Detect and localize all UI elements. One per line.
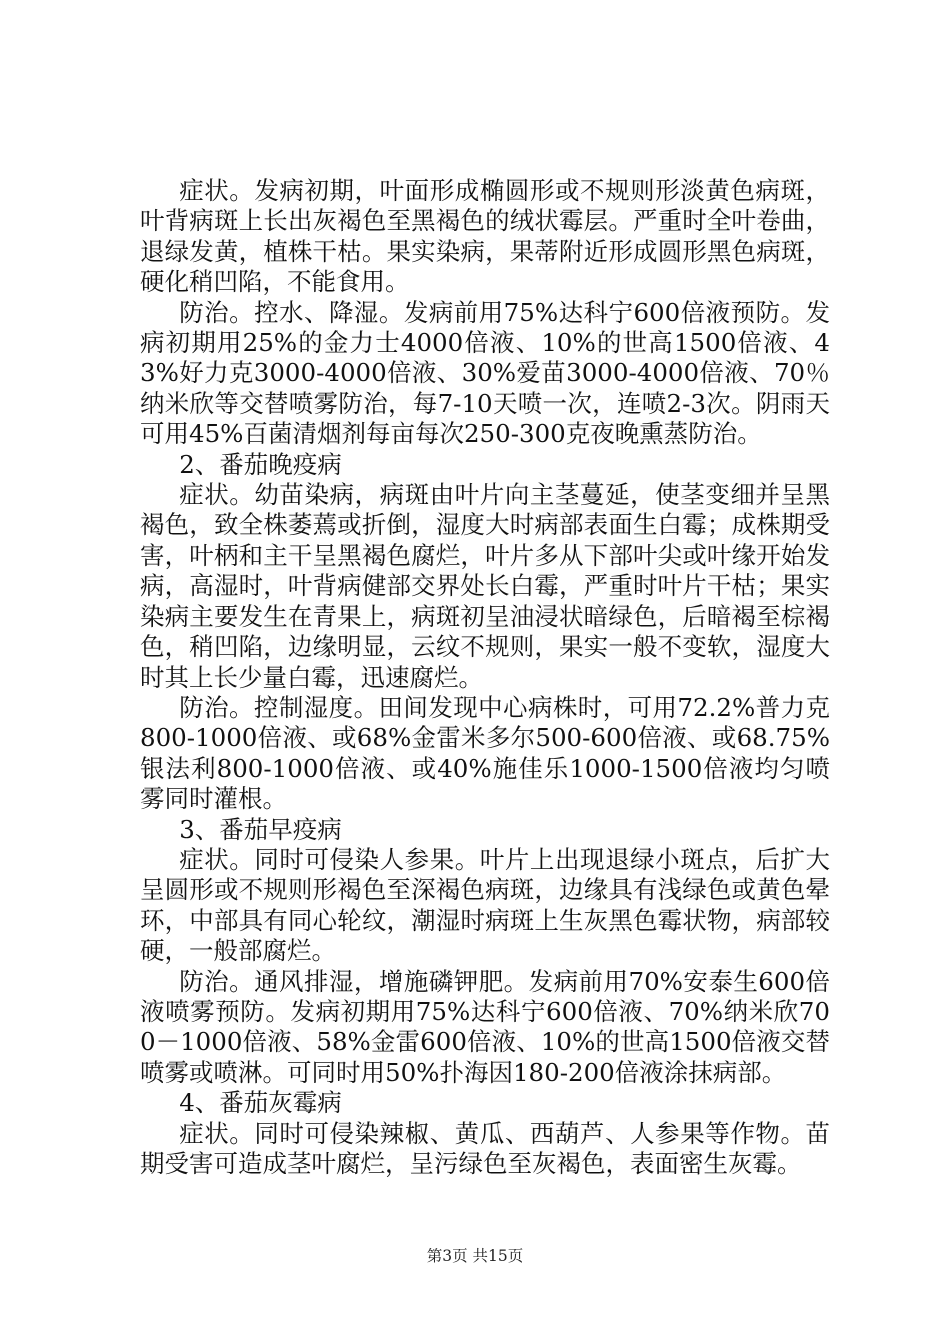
- page-footer: 第3页 共15页: [426, 1247, 524, 1265]
- section-heading: 2、番茄晚疫病: [179, 449, 342, 479]
- section-heading: 3、番茄早疫病: [179, 814, 342, 844]
- paragraph: 防治。控水、降湿。发病前用75%达科宁600倍液预防。发病初期用25%的金力士4000倍液、10%的世高1500倍液、43%好力克3000-4000倍液、30%爱苗3000-4000倍液、70％纳米欣等交替喷雾防治，每7-10天喷一次，连喷2-3次。阴雨天可用45%百菌清烟剂每亩每次250-300克夜晚熏蒸防治。: [140, 297, 830, 449]
- section-heading: 4、番茄灰霉病: [179, 1088, 342, 1118]
- paragraph: 症状。幼苗染病，病斑由叶片向主茎蔓延，使茎变细并呈黑褐色，致全株萎蔫或折倒，湿度大时病部表面生白霉；成株期受害，叶柄和主干呈黑褐色腐烂，叶片多从下部叶尖或叶缘开始发病，高湿时，叶背病健部交界处长白霉，严重时叶片干枯；果实染病主要发生在青果上，病斑初呈油浸状暗绿色，后暗褐至棕褐色，稍凹陷，边缘明显，云纹不规则，果实一般不变软，湿度大时其上长少量白霉，迅速腐烂。: [140, 480, 830, 692]
- paragraph: 症状。发病初期，叶面形成椭圆形或不规则形淡黄色病斑，叶背病斑上长出灰褐色至黑褐色的绒状霉层。严重时全叶卷曲，退绿发黄，植株干枯。果实染病，果蒂附近形成圆形黑色病斑，硬化稍凹陷，不能食用。: [140, 176, 830, 297]
- paragraph: 症状。同时可侵染辣椒、黄瓜、西葫芦、人参果等作物。苗期受害可造成茎叶腐烂，呈污绿色至灰褐色，表面密生灰霉。: [140, 1118, 830, 1178]
- paragraph: 防治。控制湿度。田间发现中心病株时，可用72.2%普力克800-1000倍液、或68%金雷米多尔500-600倍液、或68.75%银法利800-1000倍液、或40%施佳乐1000-1500倍液均匀喷雾同时灌根。: [140, 692, 830, 814]
- paragraph: 症状。同时可侵染人参果。叶片上出现退绿小斑点，后扩大呈圆形或不规则形褐色至深褐色病斑，边缘具有浅绿色或黄色晕环，中部具有同心轮纹，潮湿时病斑上生灰黑色霉状物，病部较硬，一般部腐烂。: [140, 844, 830, 966]
- paragraph: 防治。通风排湿，增施磷钾肥。发病前用70%安泰生600倍液喷雾预防。发病初期用75%达科宁600倍液、70%纳米欣700－1000倍液、58%金雷600倍液、10%的世高1500倍液交替喷雾或喷淋。可同时用50%扑海因180-200倍液涂抹病部。: [140, 966, 830, 1087]
- document-body: [140, 176, 830, 1179]
